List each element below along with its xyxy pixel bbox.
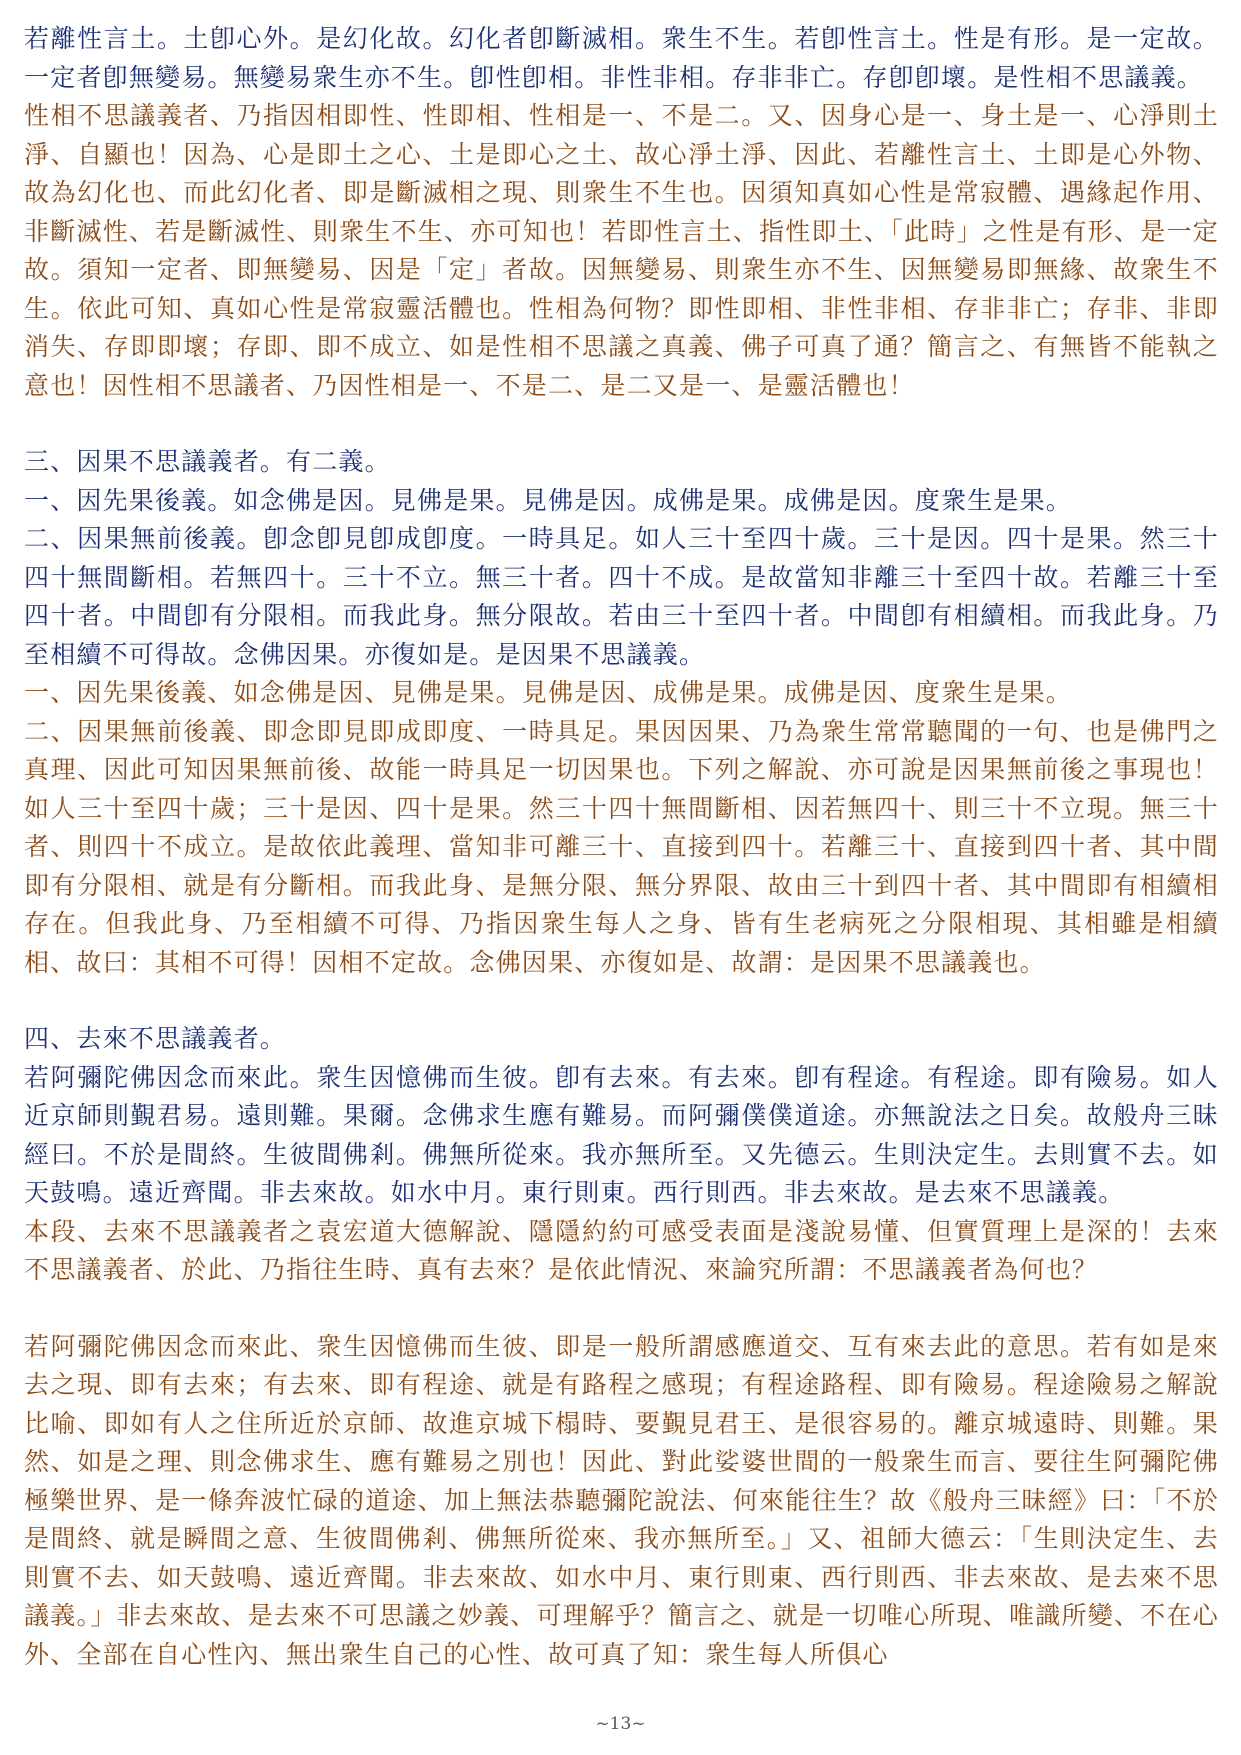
paragraph-gap: [24, 982, 1219, 1020]
commentary-passage-1: 性相不思議義者、乃指因相即性、性即相、性相是一、不是二。又、因身心是一、身土是一、心淨則土淨、自顯也！因為、心是即土之心、土是即心之土、故心淨土淨、因此、若離性言土、土即是心外物、故為幻化也、而此幻化者、即是斷滅相之現、則衆生不生也。因須知真如心性是常寂體、遇緣起作用、非斷滅性、若是斷滅性、則衆生不生、亦可知也！若即性言土、指性即土、「此時」之性是有形、是一定故。須知一定者、即無變易、因是「定」者故。因無變易、則衆生亦不生、因無變易即無緣、故衆生不生。依此可知、真如心性是常寂靈活體也。性相為何物？即性即相、非性非相、存非非亡；存非、非即消失、存即即壞；存即、即不成立、如是性相不思議之真義、佛子可真了通？簡言之、有無皆不能執之意也！因性相不思議者、乃因性相是一、不是二、是二又是一、是靈活體也！: [24, 101, 1219, 400]
sutra-passage-3: 若阿彌陀佛因念而來此。衆生因憶佛而生彼。卽有去來。有去來。卽有程途。有程途。即有險易。如人近京師則覲君易。遠則難。果爾。念佛求生應有難易。而阿彌僕僕道途。亦無說法之日矣。故般舟三昧經曰。不於是間終。生彼間佛剎。佛無所從來。我亦無所至。又先德云。生則決定生。去則實不去。如天鼓鳴。遠近齊聞。非去來故。如水中月。東行則東。西行則西。非去來故。是去來不思議義。: [24, 1062, 1219, 1207]
commentary-passage-3b: 若阿彌陀佛因念而來此、衆生因憶佛而生彼、即是一般所謂感應道交、互有來去此的意思。若有如是來去之現、即有去來；有去來、即有程途、就是有路程之感現；有程途路程、即有險易。程途險易之解說比喻、即如有人之住所近於京師、故進京城下榻時、要覲見君王、是很容易的。離京城遠時、則難。果然、如是之理、則念佛求生、應有難易之別也！因此、對此娑婆世間的一般衆生而言、要往生阿彌陀佛極樂世界、是一條奔波忙碌的道途、加上無法恭聽彌陀說法、何來能往生？故《般舟三昧經》曰：「不於是間終、就是瞬間之意、生彼間佛剎、佛無所從來、我亦無所至。」又、祖師大德云：「生則決定生、去則實不去、如天鼓鳴、遠近齊聞。非去來故、如水中月、東行則東、西行則西、非去來故、是去來不思議義。」非去來故、是去來不可思議之妙義、可理解乎？簡言之、就是一切唯心所現、唯識所變、不在心外、全部在自心性內、無出衆生自己的心性、故可真了知：衆生每人所俱心: [24, 1331, 1219, 1669]
commentary-passage-3a: 本段、去來不思議義者之袁宏道大德解說、隱隱約約可感受表面是淺說易懂、但實質理上是深的！去來不思議義者、於此、乃指往生時、真有去來？是依此情況、來論究所謂：不思議義者為何也？: [24, 1216, 1219, 1284]
commentary-passage-2b: 二、因果無前後義、即念即見即成即度、一時具足。果因因果、乃為衆生常常聽聞的一句、也是佛門之真理、因此可知因果無前後、故能一時具足一切因果也。下列之解說、亦可說是因果無前後之事現也！如人三十至四十歲；三十是因、四十是果。然三十四十無間斷相、因若無四十、則三十不立現。無三十者、則四十不成立。是故依此義理、當知非可離三十、直接到四十。若離三十、直接到四十者、其中間即有分限相、就是有分斷相。而我此身、是無分限、無分界限、故由三十到四十者、其中間即有相續相存在。但我此身、乃至相續不可得、乃指因衆生每人之身、皆有生老病死之分限相現、其相雖是相續相、故曰：其相不可得！因相不定故。念佛因果、亦復如是、故謂：是因果不思議義也。: [24, 716, 1219, 977]
paragraph-gap: [24, 405, 1219, 443]
sutra-passage-2a: 一、因先果後義。如念佛是因。見佛是果。見佛是因。成佛是果。成佛是因。度衆生是果。: [24, 485, 1073, 515]
sutra-passage-2b: 二、因果無前後義。卽念卽見卽成卽度。一時具足。如人三十至四十歲。三十是因。四十是果。然三十四十無間斷相。若無四十。三十不立。無三十者。四十不成。是故當知非離三十至四十故。若離三十至四十者。中間卽有分限相。而我此身。無分限故。若由三十至四十者。中間卽有相續相。而我此身。乃至相續不可得故。念佛因果。亦復如是。是因果不思議義。: [24, 524, 1219, 669]
commentary-passage-2a: 一、因先果後義、如念佛是因、見佛是果。見佛是因、成佛是果。成佛是因、度衆生是果。: [24, 678, 1073, 707]
sutra-passage-1: 若離性言土。土卽心外。是幻化故。幻化者卽斷滅相。衆生不生。若卽性言土。性是有形。是一定故。一定者卽無變易。無變易衆生亦不生。卽性卽相。非性非相。存非非亡。存卽卽壞。是性相不思議義。: [24, 24, 1219, 92]
paragraph-gap: [24, 1290, 1219, 1328]
section-heading-going-coming: 四、去來不思議義者。: [24, 1024, 287, 1053]
document-body: [24, 20, 1219, 1674]
section-heading-cause-effect: 三、因果不思議義者。有二義。: [24, 447, 391, 476]
page-number: ~13~: [595, 1714, 646, 1734]
